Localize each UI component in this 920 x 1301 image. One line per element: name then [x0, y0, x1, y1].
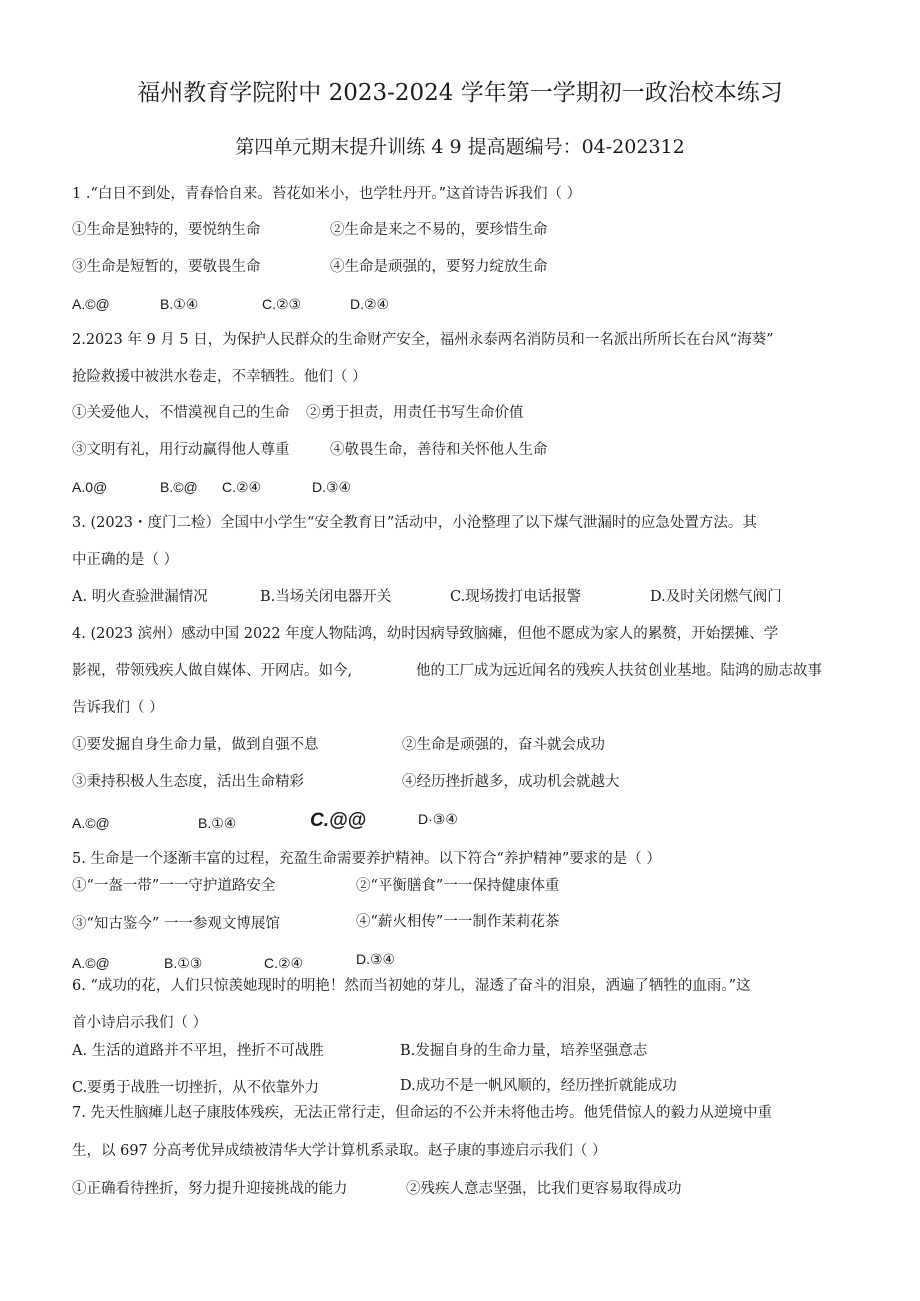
q3-option-a: A. 明火查验泄漏情况 [72, 589, 208, 605]
q5-option-d: D.③④ [356, 951, 396, 967]
page-subtitle: 第四单元期末提升训练 4 9 提高题编号：04-202312 [235, 136, 685, 158]
q4-stem-line2a: 影视，带领残疾人做自媒体、开网店。如今, [72, 663, 353, 679]
q6-option-d: D.成功不是一帆风顺的，经历挫折就能成功 [400, 1078, 677, 1094]
q5-statement-4: ④“薪火相传”一一制作茉莉花茶 [356, 914, 560, 930]
q6-option-a: A. 生活的道路并不平坦，挫折不可战胜 [72, 1043, 324, 1059]
q1-statement-4: ④生命是顽强的，要努力绽放生命 [330, 259, 548, 275]
q5-statement-3: ③“知古鉴今” 一一参观文博展馆 [72, 916, 280, 932]
q1-option-b: B.①④ [160, 296, 199, 312]
q2-statement-1: ①关爱他人，不惜漠视自己的生命 [72, 405, 290, 421]
page-title: 福州教育学院附中 2023-2024 学年第一学期初一政治校本练习 [137, 80, 783, 106]
q4-option-c: C.@@ [310, 810, 367, 831]
q4-stem-line3: 告诉我们（ ） [72, 700, 164, 716]
q6-option-c: C.要勇于战胜一切挫折，从不依靠外力 [72, 1080, 320, 1096]
q4-stem-line1: 4. (2023 滨州）感动中国 2022 年度人物陆鸿，幼时因病导致脑瘫，但他不愿成为家人的累赘，开始摆摊、学 [72, 626, 779, 642]
q2-option-d: D.③④ [312, 479, 352, 495]
q5-option-a: A.©@ [72, 955, 110, 971]
q2-option-b: B.©@ [160, 479, 198, 495]
q1-option-d: D.②④ [350, 296, 390, 312]
q3-stem-line2: 中正确的是（ ） [72, 552, 179, 568]
q5-option-b: B.①③ [164, 955, 203, 971]
q4-stem-line2b: 他的工厂成为远近闻名的残疾人扶贫创业基地。陆鸿的励志故事 [416, 663, 822, 679]
q4-statement-2: ②生命是顽强的，奋斗就会成功 [402, 737, 605, 753]
q7-statement-2: ②残疾人意志坚强，比我们更容易取得成功 [406, 1181, 682, 1197]
q4-option-d: D·③④ [418, 811, 458, 827]
q3-option-c: C.现场拨打电话报警 [450, 589, 582, 605]
q1-statement-3: ③生命是短暂的，要敬畏生命 [72, 259, 261, 275]
q2-statement-4: ④敬畏生命，善待和关怀他人生命 [330, 442, 548, 458]
q1-option-c: C.②③ [262, 296, 302, 312]
q2-option-a: A.0@ [72, 479, 108, 495]
q5-statement-2: ②“平衡膳食”一一保持健康体重 [356, 878, 560, 894]
q5-option-c: C.②④ [264, 955, 304, 971]
q6-stem-line1: 6. “成功的花，人们只惊羡她现时的明艳！然而当初她的芽儿，湿透了奋斗的泪泉，洒遍了牺牲的血雨。”这 [72, 978, 751, 994]
q7-stem-line1: 7. 先天性脑瘫儿赵子康肢体残疾，无法正常行走，但命运的不公并未将他击垮。他凭借惊人的毅力从逆境中重 [72, 1105, 772, 1121]
q2-statement-2: ②勇于担责，用责任书写生命价值 [306, 405, 524, 421]
q2-option-c: C.②④ [222, 479, 262, 495]
q3-option-b: B.当场关闭电器开关 [260, 589, 392, 605]
q7-stem-line2: 生，以 697 分高考优异成绩被清华大学计算机系录取。赵子康的事迹启示我们（ ） [72, 1143, 607, 1159]
q3-option-d: D.及时关闭燃气阀门 [650, 589, 782, 605]
q4-statement-3: ③秉持积极人生态度，活出生命精彩 [72, 774, 304, 790]
q5-statement-1: ①“一盔一带”一一守护道路安全 [72, 878, 276, 894]
q2-stem-line1: 2.2023 年 9 月 5 日，为保护人民群众的生命财产安全，福州永泰两名消防员和一名派出所所长在台风“海葵” [72, 332, 774, 348]
q1-statement-1: ①生命是独特的，要悦纳生命 [72, 222, 261, 238]
q7-statement-1: ①正确看待挫折，努力提升迎接挑战的能力 [72, 1181, 348, 1197]
q4-statement-4: ④经历挫折越多，成功机会就越大 [402, 774, 620, 790]
q1-stem: 1 .“白日不到处，青春恰自来。苔花如米小，也学牡丹开。”这首诗告诉我们（ ） [72, 186, 582, 202]
q6-stem-line2: 首小诗启示我们（ ） [72, 1015, 208, 1031]
q4-option-b: B.①④ [198, 815, 237, 831]
q4-option-a: A.©@ [72, 815, 110, 831]
q1-option-a: A.©@ [72, 296, 110, 312]
q1-statement-2: ②生命是来之不易的，要珍惜生命 [330, 222, 548, 238]
q5-stem: 5. 生命是一个逐渐丰富的过程，充盈生命需要养护精神。以下符合“养护精神”要求的是（ ） [72, 851, 661, 867]
q3-stem-line1: 3. (2023・度门二检）全国中小学生“安全教育日”活动中，小沧整理了以下煤气泄漏时的应急处置方法。其 [72, 515, 757, 531]
q2-statement-3: ③文明有礼，用行动赢得他人尊重 [72, 442, 290, 458]
q4-statement-1: ①要发掘自身生命力量，做到自强不息 [72, 737, 319, 753]
q2-stem-line2: 抢险救援中被洪水卷走，不幸牺牲。他们（ ） [72, 369, 367, 385]
q6-option-b: B.发掘自身的生命力量，培养坚强意志 [400, 1043, 648, 1059]
